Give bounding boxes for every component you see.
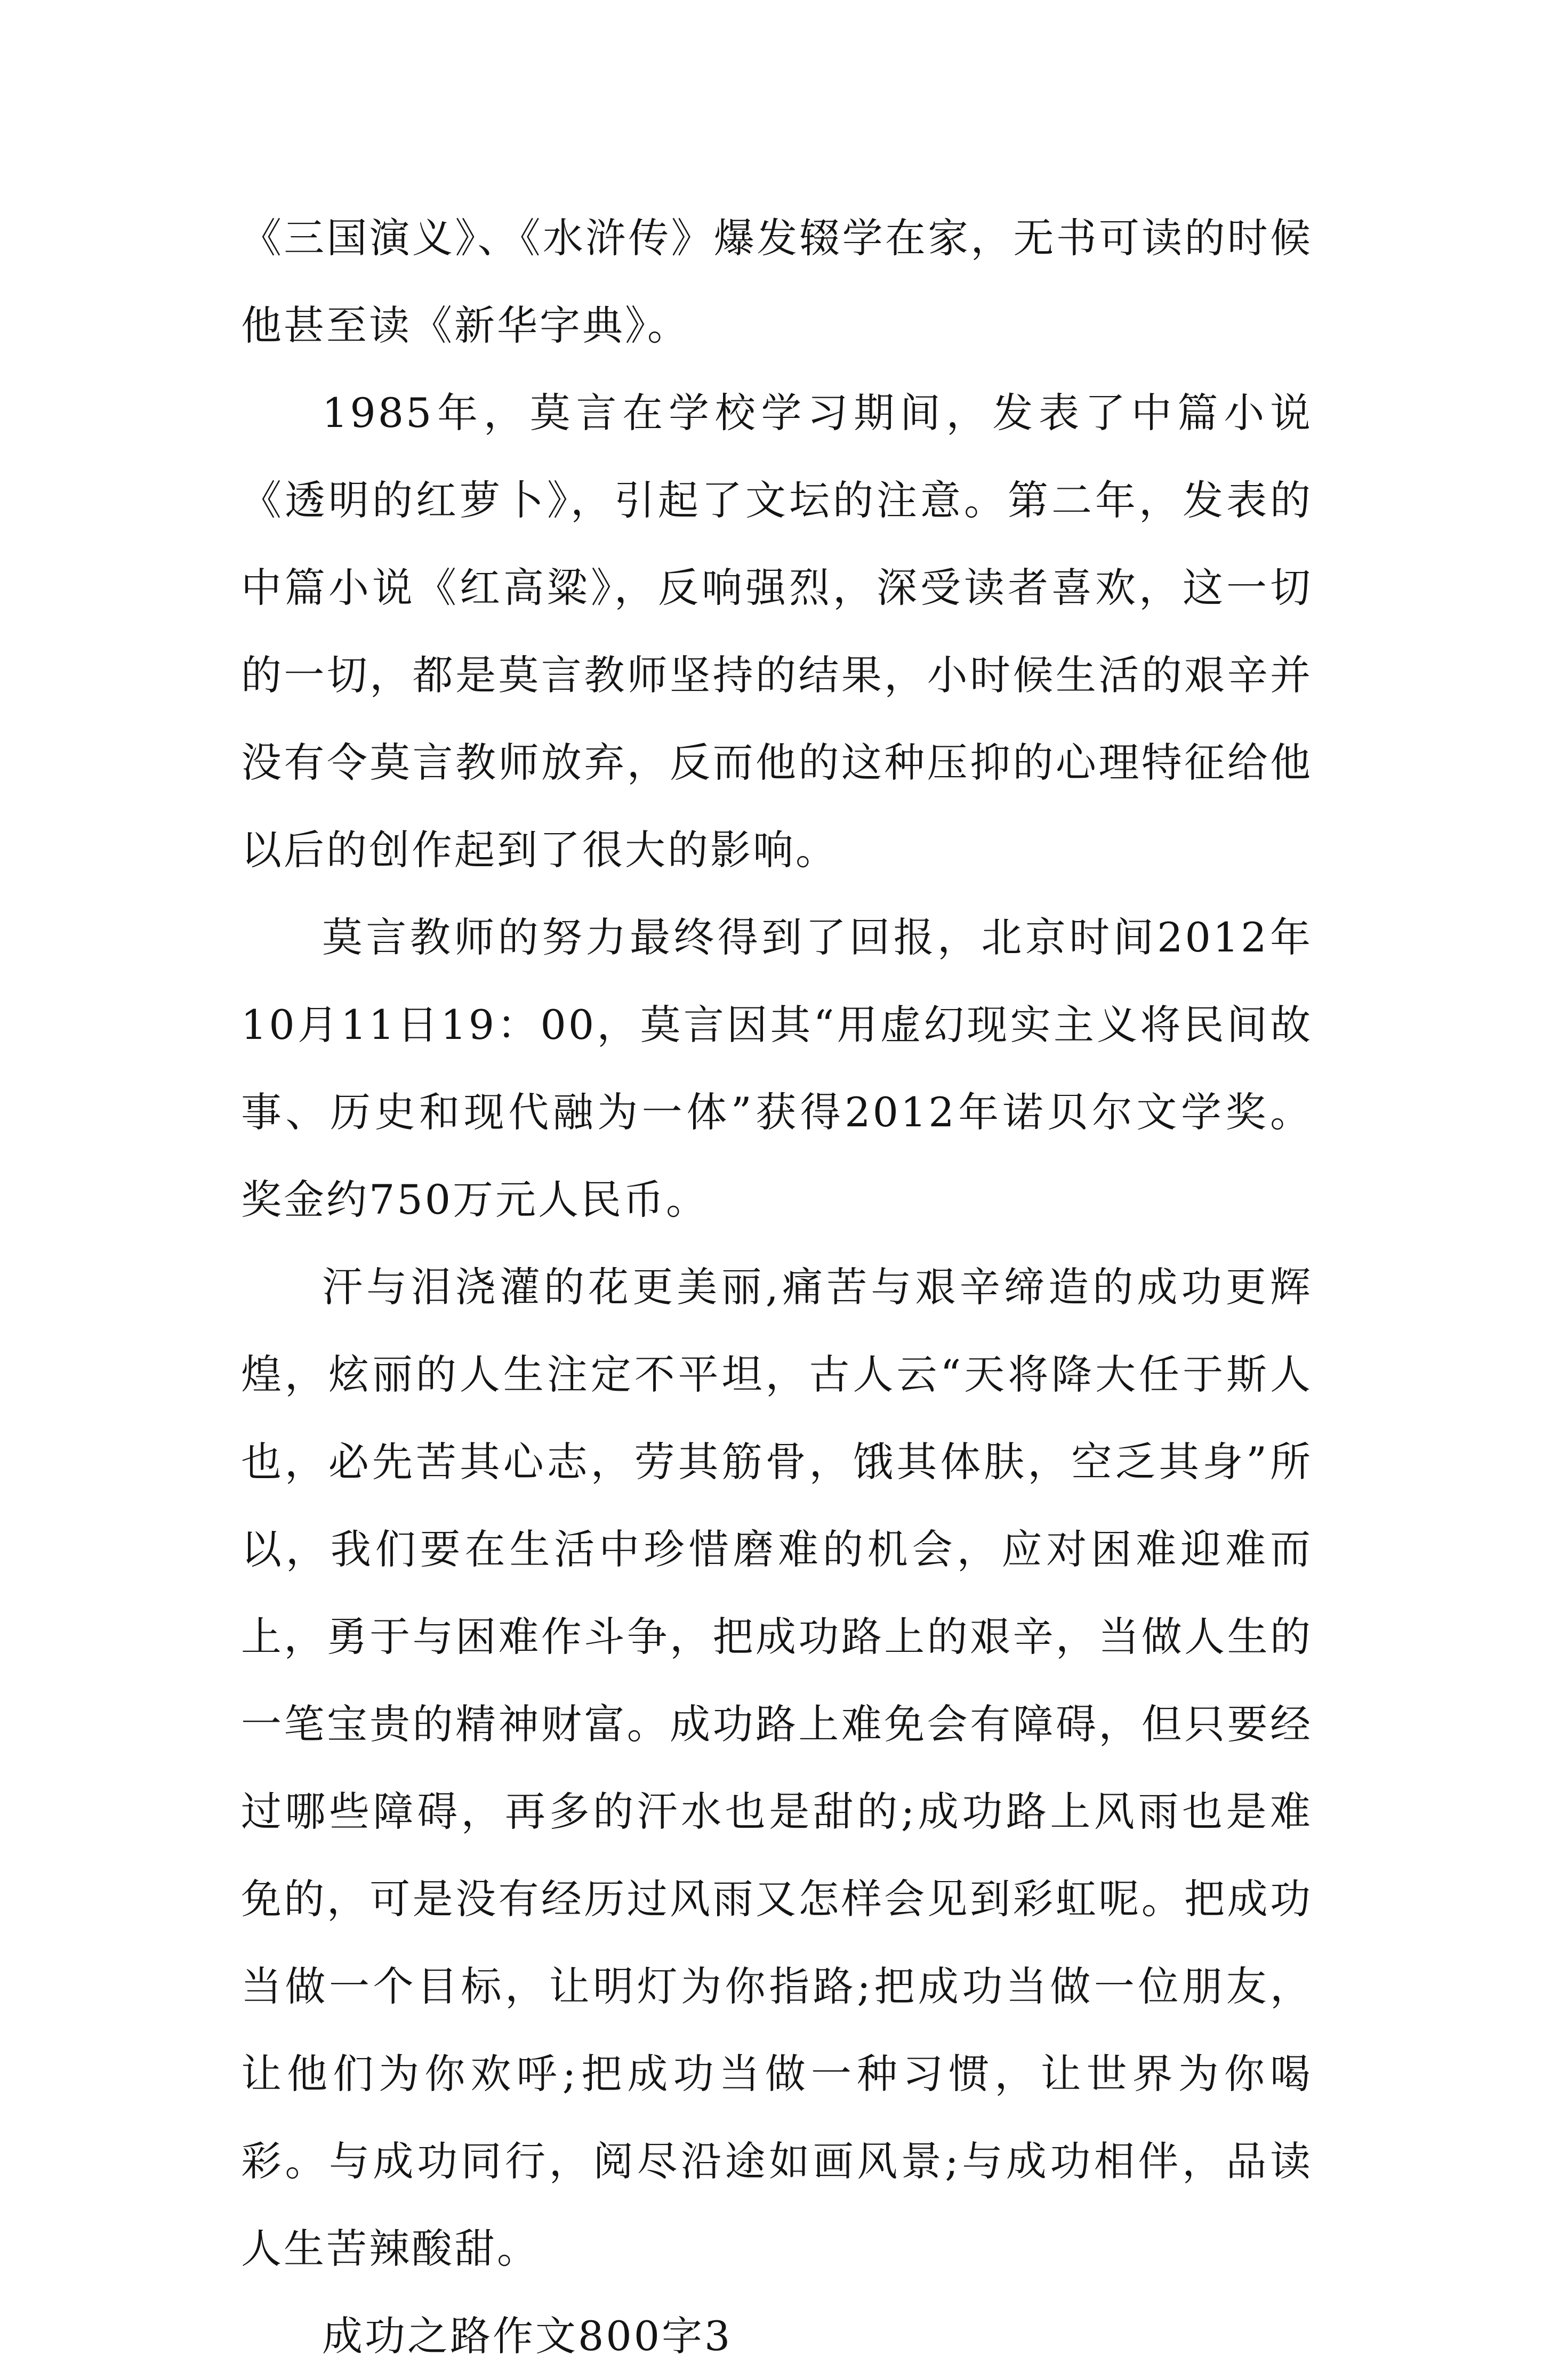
paragraph-success-reflection: 汗与泪浇灌的花更美丽,痛苦与艰辛缔造的成功更辉煌，炫丽的人生注定不平坦，古人云“天将降大任于斯人也，必先苦其心志，劳其筋骨，饿其体肤，空乏其身”所以，我们要在生活中珍惜磨难的机会，应对困难迎难而上，勇于与困难作斗争，把成功路上的艰辛，当做人生的一笔宝贵的精神财富。成功路上难免会有障碍，但只要经过哪些障碍，再多的汗水也是甜的;成功路上风雨也是难免的，可是没有经历过风雨又怎样会见到彩虹呢。把成功当做一个目标，让明灯为你指路;把成功当做一位朋友，让他们为你欢呼;把成功当做一种习惯，让世界为你喝彩。与成功同行，阅尽沿途如画风景;与成功相伴，品读人生苦辣酸甜。 bbox=[241, 1263, 1313, 2272]
paragraph-continuation: 《三国演义》、《水浒传》爆发辍学在家，无书可读的时候他甚至读《新华字典》。 bbox=[241, 214, 1313, 349]
section-heading: 成功之路作文800字3 bbox=[322, 2312, 733, 2360]
paragraph-nobel-prize: 莫言教师的努力最终得到了回报，北京时间2012年10月11日19：00，莫言因其“用虚幻现实主义将民间故事、历史和现代融为一体”获得2012年诺贝尔文学奖。奖金约750万元人民币。 bbox=[241, 914, 1313, 1223]
paragraph-mo-yan-1985: 1985年，莫言在学校学习期间，发表了中篇小说《透明的红萝卜》，引起了文坛的注意。第二年，发表的中篇小说《红高粱》，反响强烈，深受读者喜欢，这一切的一切，都是莫言教师坚持的结果，小时候生活的艰辛并没有令莫言教师放弃，反而他的这种压抑的心理特征给他以后的创作起到了很大的影响。 bbox=[241, 389, 1313, 874]
document-body bbox=[241, 195, 1313, 2380]
